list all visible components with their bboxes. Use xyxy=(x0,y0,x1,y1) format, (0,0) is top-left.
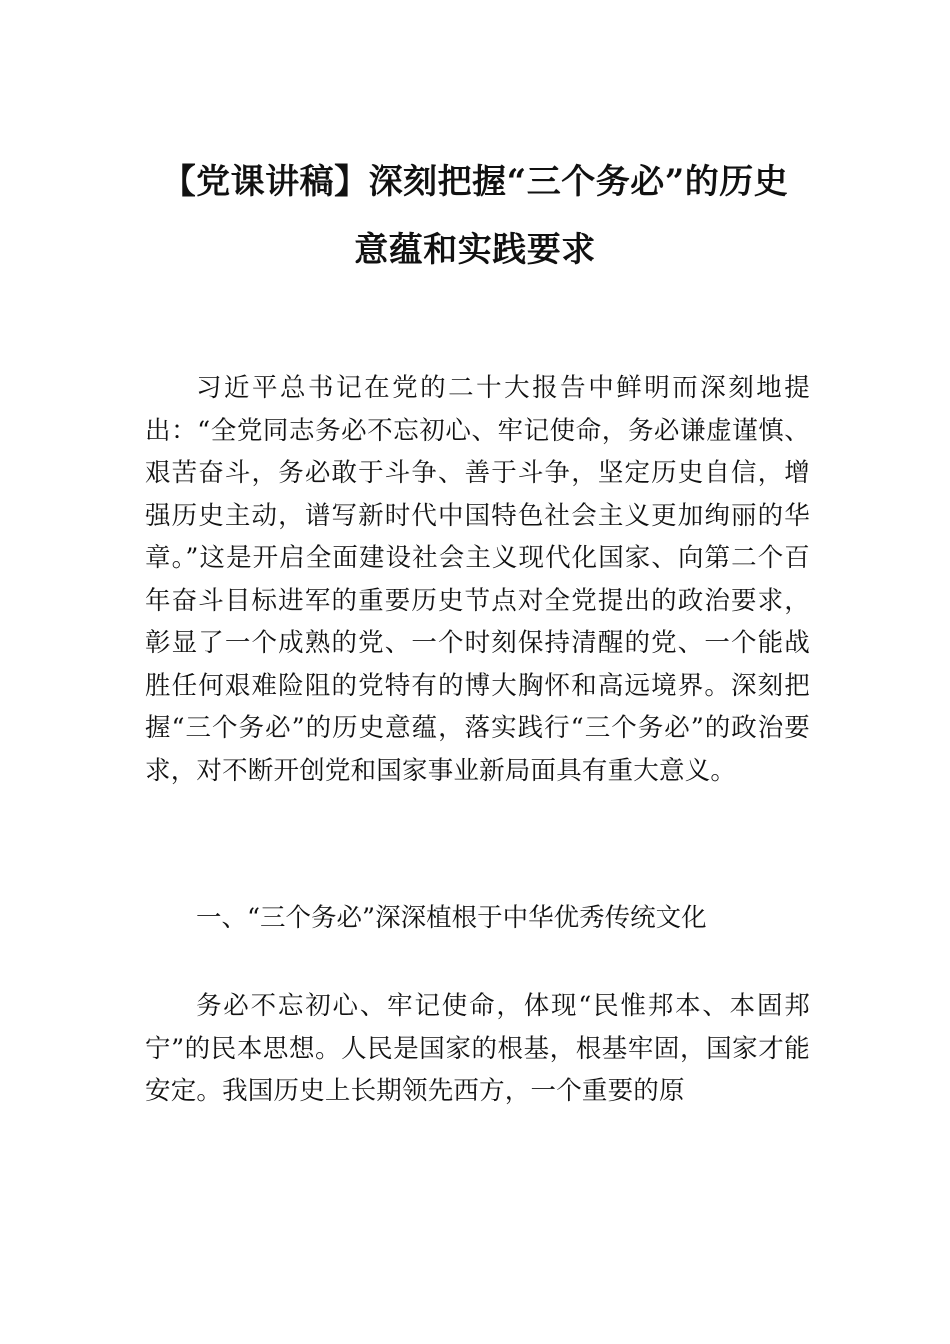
title-line-1: 【党课讲稿】深刻把握“三个务必”的历史 xyxy=(161,162,789,202)
body-paragraph-1: 习近平总书记在党的二十大报告中鲜明而深刻地提出：“全党同志务必不忘初心、牢记使命，务必谦虚谨慎、艰苦奋斗，务必敢于斗争、善于斗争，坚定历史自信，增强历史主动，谱写新时代中国特色社会主义更加绚丽的华章。”这是开启全面建设社会主义现代化国家、向第二个百年奋斗目标进军的重要历史节点对全党提出的政治要求，彰显了一个成熟的党、一个时刻保持清醒的党、一个能战胜任何艰难险阻的党特有的博大胸怀和高远境界。深刻把握“三个务必”的历史意蕴，落实践行“三个务必”的政治要求，对不断开创党和国家事业新局面具有重大意义。 xyxy=(145,373,810,786)
section-heading-1: 一、“三个务必”深深植根于中华优秀传统文化 xyxy=(196,903,707,933)
document-title xyxy=(135,148,815,284)
title-line-2: 意蕴和实践要求 xyxy=(354,230,596,270)
body-paragraph-2: 务必不忘初心、牢记使命，体现“民惟邦本、本固邦宁”的民本思想。人民是国家的根基，根基牢固，国家才能安定。我国历史上长期领先西方，一个重要的原 xyxy=(145,991,810,1106)
